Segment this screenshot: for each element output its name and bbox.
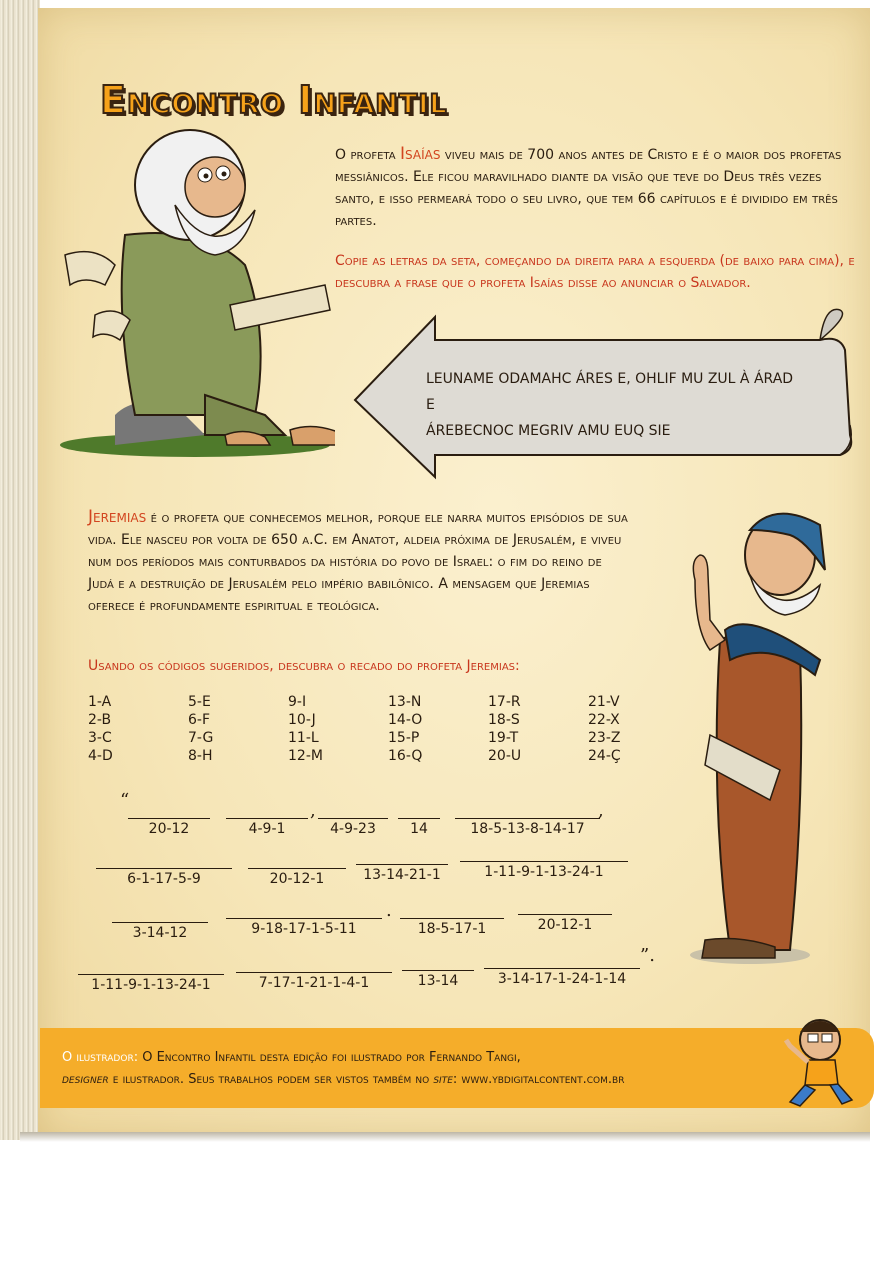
page-edges <box>0 0 40 1140</box>
code-cell: 7-G <box>188 730 214 746</box>
footer-site: : www.ybdigitalcontent.com.br <box>452 1072 625 1087</box>
close-quote: ”. <box>640 945 655 966</box>
arrow-line-1: LEUNAME ODAMAHC ÁRES E, OHLIF MU ZUL À ÁRAD E <box>426 371 794 413</box>
blank-code: 13-14 <box>417 973 459 989</box>
code-cell: 19-T <box>488 730 519 746</box>
code-cell: 12-M <box>288 748 323 764</box>
running-boy-illustration <box>780 1010 860 1110</box>
blank-code: 3-14-12 <box>132 925 188 941</box>
footer-text-2: e ilustrador. Seus trabalhos podem ser vistos também no <box>108 1072 434 1087</box>
blank-code: 1-11-9-1-13-24-1 <box>91 977 211 993</box>
comma-mark: , <box>310 800 316 821</box>
code-cell: 1-A <box>88 694 112 710</box>
jeremias-illustration <box>680 500 830 970</box>
blank-code: 20-12-1 <box>269 871 325 887</box>
jeremias-intro-text: é o profeta que conhecemos melhor, porque ele narra muitos episódios de sua vida. Ele nasceu por volta de 650 a.C. em Anatot, aldeia próxima de Jerusalém, e viveu num dos períodos mais conturbados da história do povo de Israel: o fim do reino de Judá e a destruição de Jerusalém pelo império babilônico. A mensagem que Jeremias oferece é profundamente espiritual e teológica. <box>88 510 628 614</box>
arrow-line-2: ÁREBECNOC MEGRIV AMU EUQ SIE <box>426 423 671 439</box>
code-cell: 14-O <box>388 712 423 728</box>
code-cell: 16-Q <box>388 748 423 764</box>
code-cell: 22-X <box>588 712 620 728</box>
code-cell: 21-V <box>588 694 620 710</box>
answer-blank[interactable] <box>400 918 504 937</box>
code-cell: 23-Z <box>588 730 621 746</box>
answer-blank[interactable] <box>402 970 474 989</box>
isaias-name: Isaías <box>400 144 441 164</box>
footer-text-1: O Encontro Infantil desta edição foi ilustrado por Fernando Tangi, <box>138 1050 521 1065</box>
isaias-illustration <box>55 115 335 460</box>
isaias-instruction: Copie as letras da seta, começando da direita para a esquerda (de baixo para cima), e descubra a frase que o profeta Isaías disse ao anunciar o Salvador. <box>335 253 855 291</box>
blank-code: 7-17-1-21-1-4-1 <box>258 975 370 991</box>
arrow-text <box>426 366 806 444</box>
answer-blank[interactable] <box>226 818 308 837</box>
open-quote: “ <box>120 790 130 811</box>
blank-code: 4-9-23 <box>330 821 376 837</box>
answer-blank[interactable] <box>455 818 600 837</box>
blank-code: 9-18-17-1-5-11 <box>251 921 357 937</box>
blank-code: 13-14-21-1 <box>363 867 441 883</box>
code-cell: 4-D <box>88 748 113 764</box>
blank-code: 3-14-17-1-24-1-14 <box>497 971 627 987</box>
code-cell: 9-I <box>288 694 307 710</box>
answer-blank[interactable] <box>356 864 448 883</box>
code-cell: 10-J <box>288 712 316 728</box>
code-cell: 2-B <box>88 712 112 728</box>
answer-blank[interactable] <box>236 972 392 991</box>
answer-blank[interactable] <box>128 818 210 837</box>
isaias-intro-before: O profeta <box>335 147 401 163</box>
blank-code: 14 <box>410 821 428 837</box>
code-cell: 3-C <box>88 730 112 746</box>
period-mark: . <box>386 900 392 921</box>
answer-blank[interactable] <box>226 918 382 937</box>
code-cell: 5-E <box>188 694 211 710</box>
code-cell: 11-L <box>288 730 319 746</box>
blank-code: 18-5-17-1 <box>417 921 487 937</box>
blank-code: 6-1-17-5-9 <box>127 871 201 887</box>
footer-credit <box>62 1047 762 1091</box>
isaias-intro <box>335 143 855 232</box>
answer-blank[interactable] <box>78 974 224 993</box>
footer-label: O ilustrador: <box>62 1050 139 1065</box>
answer-blank[interactable] <box>96 868 232 887</box>
code-cell: 6-F <box>188 712 211 728</box>
blank-code: 20-12-1 <box>537 917 593 933</box>
code-cell: 18-S <box>488 712 520 728</box>
jeremias-intro <box>88 506 628 617</box>
jeremias-name: Jeremias <box>88 507 147 527</box>
blank-code: 18-5-13-8-14-17 <box>470 821 585 837</box>
isaias-intro-after: viveu mais de 700 anos antes de Cristo e é o maior dos profetas messiânicos. Ele ficou maravilhado diante da visão que teve do Deus três vezes santo, e isso permeará todo o seu livro, que tem 66 capítulos e é dividido em três partes. <box>335 147 842 229</box>
page-shadow <box>20 1132 870 1142</box>
code-cell: 8-H <box>188 748 213 764</box>
code-cell: 20-U <box>488 748 522 764</box>
answer-blank[interactable] <box>398 818 440 837</box>
answer-blank[interactable] <box>318 818 388 837</box>
blank-code: 20-12 <box>148 821 190 837</box>
footer-site-label: site <box>433 1072 453 1087</box>
jeremias-instruction: Usando os códigos sugeridos, descubra o recado do profeta Jeremias: <box>88 658 520 674</box>
page-title: Encontro Infantil <box>100 78 448 122</box>
code-cell: 24-Ç <box>588 748 621 764</box>
footer-designer: designer <box>62 1072 109 1087</box>
blank-code: 4-9-1 <box>248 821 286 837</box>
code-cell: 17-R <box>488 694 521 710</box>
code-cell: 13-N <box>388 694 422 710</box>
answer-blank[interactable] <box>460 861 628 880</box>
answer-blank[interactable] <box>518 914 612 933</box>
code-cell: 15-P <box>388 730 420 746</box>
answer-blank[interactable] <box>484 968 640 987</box>
blank-code: 1-11-9-1-13-24-1 <box>484 864 604 880</box>
comma-mark: , <box>598 800 604 821</box>
code-table <box>88 694 658 764</box>
answer-blank[interactable] <box>248 868 346 887</box>
answer-blank[interactable] <box>112 922 208 941</box>
